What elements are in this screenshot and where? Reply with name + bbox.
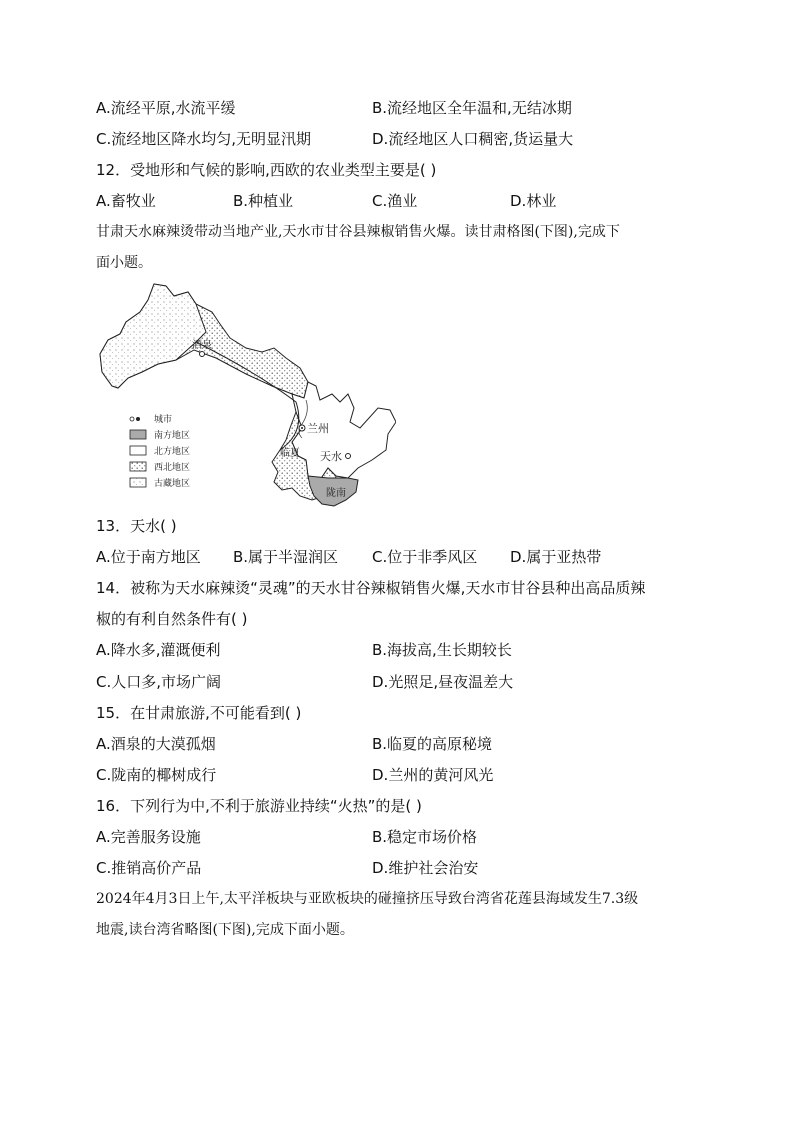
q12-option-d: D.林业	[510, 192, 557, 210]
q14-stem-line1: 14．被称为天水麻辣烫“灵魂”的天水甘谷辣椒销售火爆,天水市甘谷县种出高品质辣	[96, 579, 646, 597]
q15-option-c: C.陇南的椰树成行	[96, 766, 217, 784]
legend-tibet: 古藏地区	[154, 479, 191, 489]
q12-option-c: C.渔业	[372, 192, 418, 210]
intro-gansu-line2: 面小题。	[96, 255, 152, 271]
q12-stem: 12．受地形和气候的影响,西欧的农业类型主要是( )	[96, 161, 437, 179]
tianshui-label: 天水	[320, 450, 342, 463]
jiuquan-label: 酒泉	[192, 340, 212, 351]
q16-option-c: C.推销高价产品	[96, 859, 202, 877]
q15-option-a: A.酒泉的大漠孤烟	[96, 735, 216, 753]
q13-option-d: D.属于亚热带	[510, 548, 602, 566]
q16-option-d: D.维护社会治安	[372, 859, 479, 877]
q13-option-c: C.位于非季风区	[372, 548, 478, 566]
q16-stem: 16．下列行为中,不利于旅游业持续“火热”的是( )	[96, 797, 422, 815]
q13-option-b: B.属于半湿润区	[233, 548, 339, 566]
intro-taiwan-line2: 地震,读台湾省略图(下图),完成下面小题。	[96, 922, 354, 938]
map-legend	[130, 413, 190, 489]
q11-option-a: A.流经平原,水流平缓	[96, 99, 236, 117]
q11-option-d: D.流经地区人口稠密,货运量大	[372, 130, 574, 148]
q11-option-c: C.流经地区降水均匀,无明显汛期	[96, 130, 312, 148]
legend-northwest: 西北地区	[154, 463, 191, 473]
q14-option-b: B.海拔高,生长期较长	[372, 641, 512, 659]
q12-option-b: B.种植业	[233, 192, 294, 210]
q13-stem: 13．天水( )	[96, 517, 177, 535]
tianshui-dot	[346, 454, 351, 459]
q13-option-a: A.位于南方地区	[96, 548, 201, 566]
q14-stem-line2: 椒的有利自然条件有( )	[96, 610, 248, 628]
q14-option-a: A.降水多,灌溉便利	[96, 641, 221, 659]
legend-south: 南方地区	[154, 431, 191, 441]
lanzhou-label: 兰州	[307, 422, 329, 435]
linxia-label: 临夏	[280, 448, 300, 459]
q14-option-c: C.人口多,市场广阔	[96, 673, 222, 691]
q14-option-d: D.光照足,昼夜温差大	[372, 673, 514, 691]
q11-option-b: B.流经地区全年温和,无结冰期	[372, 99, 572, 117]
q16-option-a: A.完善服务设施	[96, 828, 201, 846]
q15-option-d: D.兰州的黄河风光	[372, 766, 494, 784]
gansu-map	[96, 282, 396, 508]
q12-option-a: A.畜牧业	[96, 192, 156, 210]
intro-gansu-line1: 甘肃天水麻辣烫带动当地产业,天水市甘谷县辣椒销售火爆。读甘肃格图(下图),完成下	[96, 224, 620, 240]
jiuquan-region	[100, 284, 206, 388]
q15-stem: 15．在甘肃旅游,不可能看到( )	[96, 704, 302, 722]
longnan-label: 陇南	[326, 488, 346, 499]
q15-option-b: B.临夏的高原秘境	[372, 735, 493, 753]
legend-city: 城市	[154, 415, 173, 425]
legend-north: 北方地区	[154, 447, 191, 457]
jiuquan-dot	[200, 352, 205, 357]
q16-option-b: B.稳定市场价格	[372, 828, 478, 846]
intro-taiwan-line1: 2024年4月3日上午,太平洋板块与亚欧板块的碰撞挤压导致台湾省花莲县海域发生7.3级	[96, 891, 639, 907]
